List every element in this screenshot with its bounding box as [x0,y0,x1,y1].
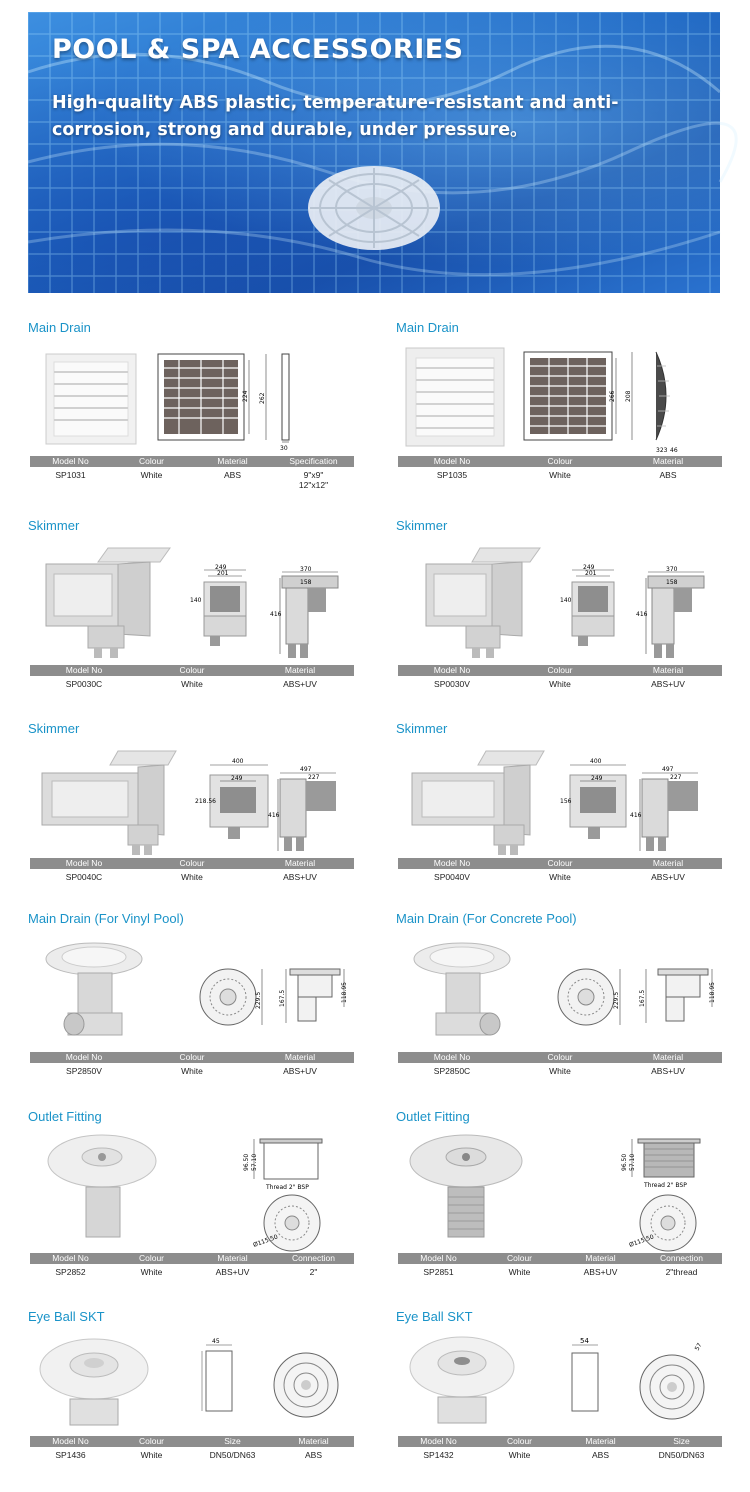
spec-header-row [30,456,354,467]
product-eye-ball-sp1436 [28,1309,354,1469]
spec-value: White [549,1066,571,1076]
spec-table [30,1436,354,1460]
spec-value: White [549,872,571,882]
spec-header: Colour [547,858,573,868]
spec-header: Model No [420,1436,457,1446]
dim-label: 370 [666,566,678,573]
skimmer-wide-image [410,747,712,861]
product-title: Outlet Fitting [28,1109,102,1124]
product-title: Main Drain (For Vinyl Pool) [28,911,184,926]
product-title: Eye Ball SKT [396,1309,473,1324]
spec-table [398,665,722,689]
spec-value: SP0040V [434,872,470,882]
spec-header: Colour [138,1253,165,1263]
spec-value: White [181,679,203,689]
dim-label: 249 [231,775,243,782]
main-drain-square-image [404,346,704,462]
product-title: Main Drain [396,320,459,335]
spec-value: SP1035 [436,470,468,480]
spec-header: Material [284,858,316,868]
skimmer-wide-image [38,747,340,861]
spec-value-row [30,676,354,689]
spec-value: White [140,1450,163,1460]
spec-header: Colour [179,1052,205,1062]
product-eye-ball-sp1432 [396,1309,722,1469]
dim-label: 497 [662,766,674,773]
spec-header: Model No [65,1052,103,1062]
dim-label: 46 [670,447,678,454]
dim-label: 167.5 [639,989,646,1007]
spec-value: SP1432 [423,1450,454,1460]
spec-header: Model No [433,665,471,675]
spec-value: SP0040C [65,872,103,882]
spec-value: ABS [223,470,241,480]
spec-header: Size [224,1436,241,1446]
spec-table [398,858,722,882]
spec-table [30,858,354,882]
dim-label: 118.95 [341,982,348,1003]
spec-value-row [30,869,354,882]
spec-value: White [140,470,163,480]
product-outlet-fitting-sp2852 [28,1109,354,1281]
product-skimmer-sp0040c [28,721,354,887]
spec-header-row [398,1253,722,1264]
spec-header: Material [298,1436,329,1446]
dim-label: 118.95 [709,982,716,1003]
spec-header: Colour [138,456,165,466]
product-title: Skimmer [396,721,448,736]
dim-label: 262 [259,392,266,404]
spec-value: ABS+UV [651,679,685,689]
dim-label: 96.50 [243,1153,250,1171]
dim-label: 249 [583,564,595,571]
spec-header: Colour [506,1436,533,1446]
dim-label: 497 [300,766,312,773]
spec-header-row [398,1436,722,1447]
spec-value: ABS+UV [651,872,685,882]
spec-header: Model No [420,1253,457,1263]
spec-header-row [30,1253,354,1264]
spec-value-row [30,1447,354,1460]
spec-header: Model No [65,858,103,868]
spec-table [398,456,722,480]
dim-label: Ø115.50 [252,1233,279,1249]
dim-label: 208 [625,390,632,402]
spec-header: Colour [179,858,205,868]
spec-value: SP2851 [423,1267,454,1277]
spec-header: Specification [289,456,338,466]
product-main-drain-sp1031 [28,320,354,490]
dim-label: 370 [300,566,312,573]
spec-value: White [549,679,571,689]
banner-subtitle: High-quality ABS plastic, temperature-resistant and anti-corrosion, strong and durable, under pressure。 [52,93,619,140]
spec-value: ABS+UV [215,1267,250,1277]
spec-header: Model No [433,1052,471,1062]
spec-header-row [398,665,722,676]
spec-table [30,1052,354,1076]
spec-table [30,665,354,689]
dim-label: 227 [308,774,320,781]
product-title: Skimmer [28,518,80,533]
product-title: Eye Ball SKT [28,1309,105,1324]
spec-value-row [398,676,722,689]
dim-label: 201 [585,570,597,577]
product-title: Main Drain [28,320,91,335]
dim-label: Thread 2" BSP [644,1182,687,1189]
spec-header: Colour [179,665,205,675]
spec-header: Material [652,456,684,466]
spec-table [30,456,354,490]
skimmer-image [38,544,338,668]
spec-value: SP1436 [55,1450,86,1460]
spec-header: Colour [506,1253,533,1263]
dim-label: 57 [693,1341,704,1352]
product-skimmer-sp0030c [28,518,354,694]
spec-value: 9"x9" 12"x12" [298,470,329,490]
outlet-fitting-image [46,1127,344,1255]
spec-value: White [508,1450,531,1460]
product-main-drain-sp1035 [396,320,722,490]
dim-label: 400 [232,758,244,765]
dim-label: 416 [270,611,282,618]
eye-ball-image [36,1329,352,1439]
spec-header: Colour [547,456,573,466]
spec-header-row [30,1052,354,1063]
spec-value: 2"thread [665,1267,698,1277]
spec-header: Material [217,1253,248,1263]
dim-label: 249 [591,775,603,782]
drain-cover-image [304,162,444,254]
skimmer-image [422,544,714,668]
dim-label: 229.5 [255,991,262,1009]
spec-value: SP2850C [433,1066,471,1076]
dim-label: 323 [656,447,668,454]
spec-value: White [181,872,203,882]
spec-header: Material [652,858,684,868]
spec-header: Material [217,456,248,466]
round-drain-image [410,937,714,1055]
round-drain-image [42,937,346,1055]
spec-value-row [30,1264,354,1277]
spec-value: White [140,1267,163,1277]
spec-header-row [30,858,354,869]
spec-header: Colour [138,1436,165,1446]
dim-label: 158 [666,579,678,586]
dim-label: 201 [217,570,229,577]
dim-label: 249 [215,564,227,571]
product-title: Skimmer [28,721,80,736]
spec-header-row [398,456,722,467]
spec-header: Model No [433,456,471,466]
spec-header-row [398,1052,722,1063]
dim-label: Ø115.50 [628,1233,655,1249]
dim-label: 158 [300,579,312,586]
spec-header: Connection [291,1253,335,1263]
spec-value-row [398,869,722,882]
spec-header: Material [585,1253,616,1263]
spec-value: ABS [304,1450,322,1460]
spec-value: SP2852 [55,1267,86,1277]
spec-value: ABS+UV [583,1267,618,1277]
dim-label: 96.50 [621,1153,628,1171]
dim-label: 57.10 [251,1153,258,1171]
dim-label: 400 [590,758,602,765]
spec-header: Model No [52,456,89,466]
spec-value: SP0030V [434,679,470,689]
spec-header: Material [652,665,684,675]
product-main-drain-concrete [396,911,722,1081]
dim-label: 140 [560,597,572,604]
product-skimmer-sp0040v [396,721,722,887]
spec-value-row [30,1063,354,1076]
dim-label: 416 [636,611,648,618]
spec-value-row [398,1447,722,1460]
spec-header-row [398,858,722,869]
spec-value-row [30,467,354,490]
product-title: Outlet Fitting [396,1109,470,1124]
spec-header: Connection [659,1253,703,1263]
dim-label: 416 [268,812,280,819]
spec-value: ABS+UV [283,679,317,689]
spec-value: White [549,470,571,480]
dim-label: Thread 2" BSP [266,1184,309,1191]
spec-header: Material [284,1052,316,1062]
dim-label: 229.5 [613,991,620,1009]
spec-value: ABS+UV [651,1066,685,1076]
spec-value: ABS [659,470,677,480]
dim-label: 224 [242,390,249,402]
spec-table [398,1052,722,1076]
spec-value: SP0030C [65,679,103,689]
spec-value: White [181,1066,203,1076]
spec-value: DN50/DN63 [658,1450,705,1460]
product-title: Skimmer [396,518,448,533]
spec-header-row [30,1436,354,1447]
dim-label: 45 [212,1338,220,1345]
outlet-fitting-image [408,1127,712,1255]
main-drain-square-image [44,352,334,462]
spec-header-row [30,665,354,676]
dim-label: 266 [609,390,616,402]
spec-header: Material [652,1052,684,1062]
dim-label: 30 [280,445,288,452]
dim-label: 218.56 [195,798,216,805]
spec-value-row [398,1264,722,1277]
spec-value: SP1031 [55,470,86,480]
product-title: Main Drain (For Concrete Pool) [396,911,577,926]
dim-label: 54 [580,1337,589,1345]
dim-label: 140 [190,597,202,604]
spec-value: ABS+UV [283,872,317,882]
spec-header: Colour [547,665,573,675]
spec-header: Model No [52,1253,89,1263]
spec-value: 2" [309,1267,318,1277]
dim-label: 227 [670,774,682,781]
spec-table [398,1436,722,1460]
dim-label: 416 [630,812,642,819]
spec-header: Model No [65,665,103,675]
spec-header: Model No [433,858,471,868]
product-outlet-fitting-sp2851 [396,1109,722,1281]
spec-header: Model No [52,1436,89,1446]
product-main-drain-vinyl [28,911,354,1081]
product-skimmer-sp0030v [396,518,722,694]
spec-header: Material [585,1436,616,1446]
spec-value: White [508,1267,531,1277]
spec-header: Material [284,665,316,675]
spec-value-row [398,467,722,480]
hero-banner [28,12,720,293]
dim-label: 167.5 [279,989,286,1007]
spec-table [398,1253,722,1277]
spec-value: SP2850V [66,1066,102,1076]
eye-ball-image [406,1327,722,1439]
dim-label: 57.10 [629,1153,636,1171]
dim-label: 156 [560,798,572,805]
spec-table [30,1253,354,1277]
spec-value-row [398,1063,722,1076]
banner-title: POOL & SPA ACCESSORIES [52,34,464,65]
spec-header: Colour [547,1052,573,1062]
spec-header: Size [673,1436,690,1446]
spec-value: ABS+UV [283,1066,317,1076]
spec-value: ABS [591,1450,609,1460]
spec-value: DN50/DN63 [209,1450,256,1460]
